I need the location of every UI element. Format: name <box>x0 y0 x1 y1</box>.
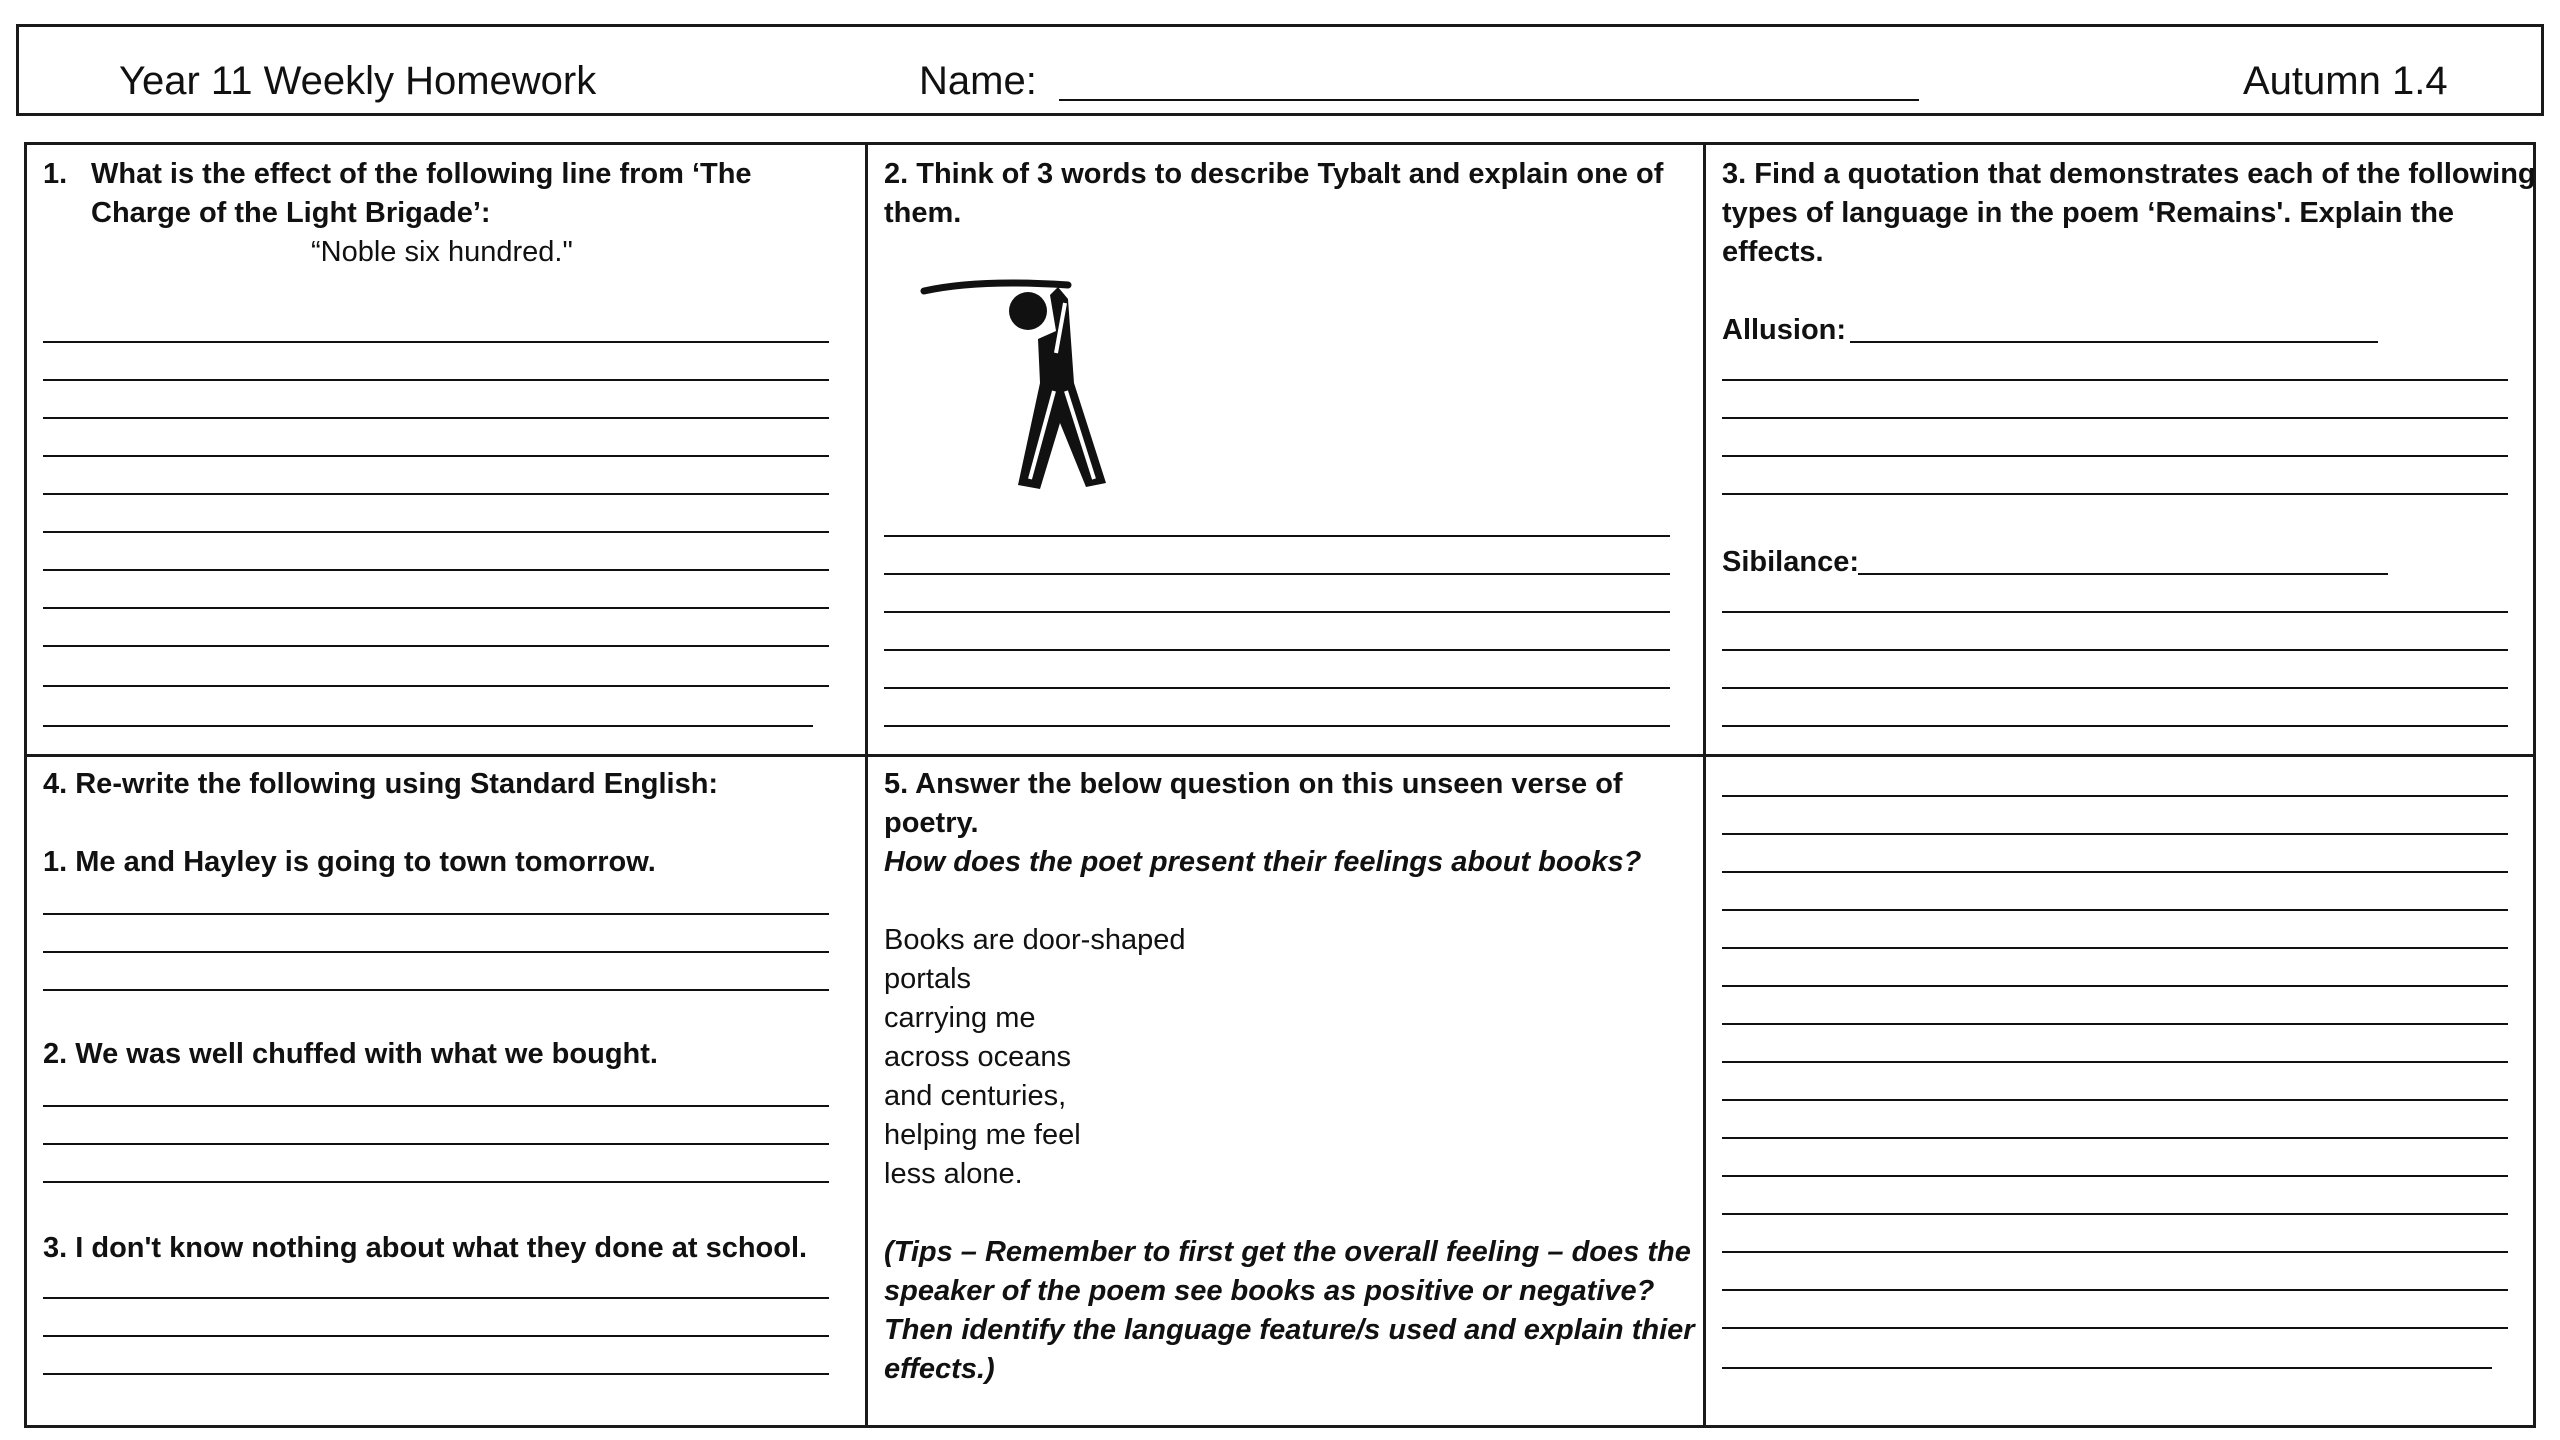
answer-line[interactable] <box>1722 909 2508 911</box>
q2-prompt-line2: them. <box>884 197 962 229</box>
answer-line[interactable] <box>43 1335 829 1337</box>
poem-line: less alone. <box>884 1158 1023 1190</box>
answer-line[interactable] <box>1722 871 2508 873</box>
answer-line[interactable] <box>1722 611 2508 613</box>
worksheet-header <box>16 24 2544 116</box>
poem-line: and centuries, <box>884 1080 1067 1112</box>
q4-sentence-1: 1. Me and Hayley is going to town tomorrow. <box>43 846 656 878</box>
name-label: Name: <box>919 59 1037 103</box>
q2-prompt-line1: 2. Think of 3 words to describe Tybalt and explain one of <box>884 158 1664 190</box>
answer-line[interactable] <box>43 913 829 915</box>
answer-line[interactable] <box>884 573 1670 575</box>
q4-heading: 4. Re-write the following using Standard English: <box>43 768 719 800</box>
answer-line[interactable] <box>884 687 1670 689</box>
answer-line[interactable] <box>1722 417 2508 419</box>
answer-line[interactable] <box>884 535 1670 537</box>
q4-sentence-2: 2. We was well chuffed with what we bought. <box>43 1038 658 1070</box>
answer-line[interactable] <box>1722 1251 2508 1253</box>
answer-line[interactable] <box>43 1143 829 1145</box>
answer-line[interactable] <box>1722 455 2508 457</box>
answer-line[interactable] <box>1722 1099 2508 1101</box>
answer-line[interactable] <box>43 685 829 687</box>
answer-line[interactable] <box>1722 379 2508 381</box>
answer-line[interactable] <box>43 725 813 727</box>
q5-question: How does the poet present their feelings about books? <box>884 846 1642 878</box>
question-3-cell <box>1706 145 2539 754</box>
answer-line[interactable] <box>1722 795 2508 797</box>
answer-line[interactable] <box>1722 833 2508 835</box>
q1-quote: “Noble six hundred." <box>311 236 573 268</box>
sibilance-line[interactable] <box>1858 573 2388 575</box>
answer-line[interactable] <box>1722 687 2508 689</box>
question-1-cell <box>27 145 865 754</box>
poem-line: carrying me <box>884 1002 1036 1034</box>
allusion-line[interactable] <box>1850 341 2378 343</box>
answer-line[interactable] <box>884 725 1670 727</box>
answer-line[interactable] <box>1722 1213 2508 1215</box>
tips-line: speaker of the poem see books as positive or negative? <box>884 1275 1655 1307</box>
q4-sentence-3: 3. I don't know nothing about what they done at school. <box>43 1232 808 1264</box>
q3-prompt-line3: effects. <box>1722 236 1824 268</box>
poem-line: across oceans <box>884 1041 1071 1073</box>
question-5-answer-cell <box>1706 757 2539 1425</box>
question-2-cell <box>868 145 1703 754</box>
question-grid <box>24 142 2536 1428</box>
answer-line[interactable] <box>1722 1175 2508 1177</box>
tips-line: Then identify the language feature/s used and explain thier <box>884 1314 1695 1346</box>
question-5-cell <box>868 757 1703 1425</box>
q1-prompt-line2: Charge of the Light Brigade’: <box>91 197 491 229</box>
answer-line[interactable] <box>43 989 829 991</box>
q5-prompt-line1: 5. Answer the below question on this unseen verse of <box>884 768 1623 800</box>
answer-line[interactable] <box>43 531 829 533</box>
answer-line[interactable] <box>43 1181 829 1183</box>
answer-line[interactable] <box>43 455 829 457</box>
answer-line[interactable] <box>43 645 829 647</box>
poem-line: portals <box>884 963 972 995</box>
answer-line[interactable] <box>43 569 829 571</box>
tips-line: effects.) <box>884 1353 995 1385</box>
answer-line[interactable] <box>1722 1061 2508 1063</box>
answer-line[interactable] <box>43 607 829 609</box>
answer-line[interactable] <box>1722 649 2508 651</box>
answer-line[interactable] <box>1722 947 2508 949</box>
answer-line[interactable] <box>43 417 829 419</box>
swordsman-icon <box>918 273 1118 503</box>
q3-prompt-line2: types of language in the poem ‘Remains'. Explain the <box>1722 197 2455 229</box>
sibilance-label: Sibilance: <box>1722 546 1859 578</box>
answer-line[interactable] <box>1722 1289 2508 1291</box>
answer-line[interactable] <box>43 1297 829 1299</box>
poem-line: helping me feel <box>884 1119 1081 1151</box>
answer-line[interactable] <box>43 1105 829 1107</box>
answer-line[interactable] <box>43 951 829 953</box>
q5-prompt-line2: poetry. <box>884 807 979 839</box>
term-label: Autumn 1.4 <box>2243 59 2448 103</box>
q1-prompt-line1: What is the effect of the following line from ‘The <box>91 158 752 190</box>
question-4-cell <box>27 757 865 1425</box>
answer-line[interactable] <box>43 379 829 381</box>
answer-line[interactable] <box>884 611 1670 613</box>
allusion-label: Allusion: <box>1722 314 1847 346</box>
worksheet-title: Year 11 Weekly Homework <box>119 59 597 103</box>
answer-line[interactable] <box>884 649 1670 651</box>
poem-line: Books are door-shaped <box>884 924 1186 956</box>
tips-line: (Tips – Remember to first get the overall feeling – does the <box>884 1236 1691 1268</box>
answer-line[interactable] <box>1722 1137 2508 1139</box>
answer-line[interactable] <box>1722 725 2508 727</box>
answer-line[interactable] <box>1722 1023 2508 1025</box>
answer-line[interactable] <box>1722 493 2508 495</box>
answer-line[interactable] <box>1722 1327 2508 1329</box>
answer-line[interactable] <box>43 493 829 495</box>
q3-prompt-line1: 3. Find a quotation that demonstrates each of the following <box>1722 158 2536 190</box>
answer-line[interactable] <box>1722 985 2508 987</box>
q1-number: 1. <box>43 158 68 190</box>
answer-line[interactable] <box>43 341 829 343</box>
answer-line[interactable] <box>1722 1367 2492 1369</box>
name-line[interactable] <box>1059 99 1919 101</box>
answer-line[interactable] <box>43 1373 829 1375</box>
